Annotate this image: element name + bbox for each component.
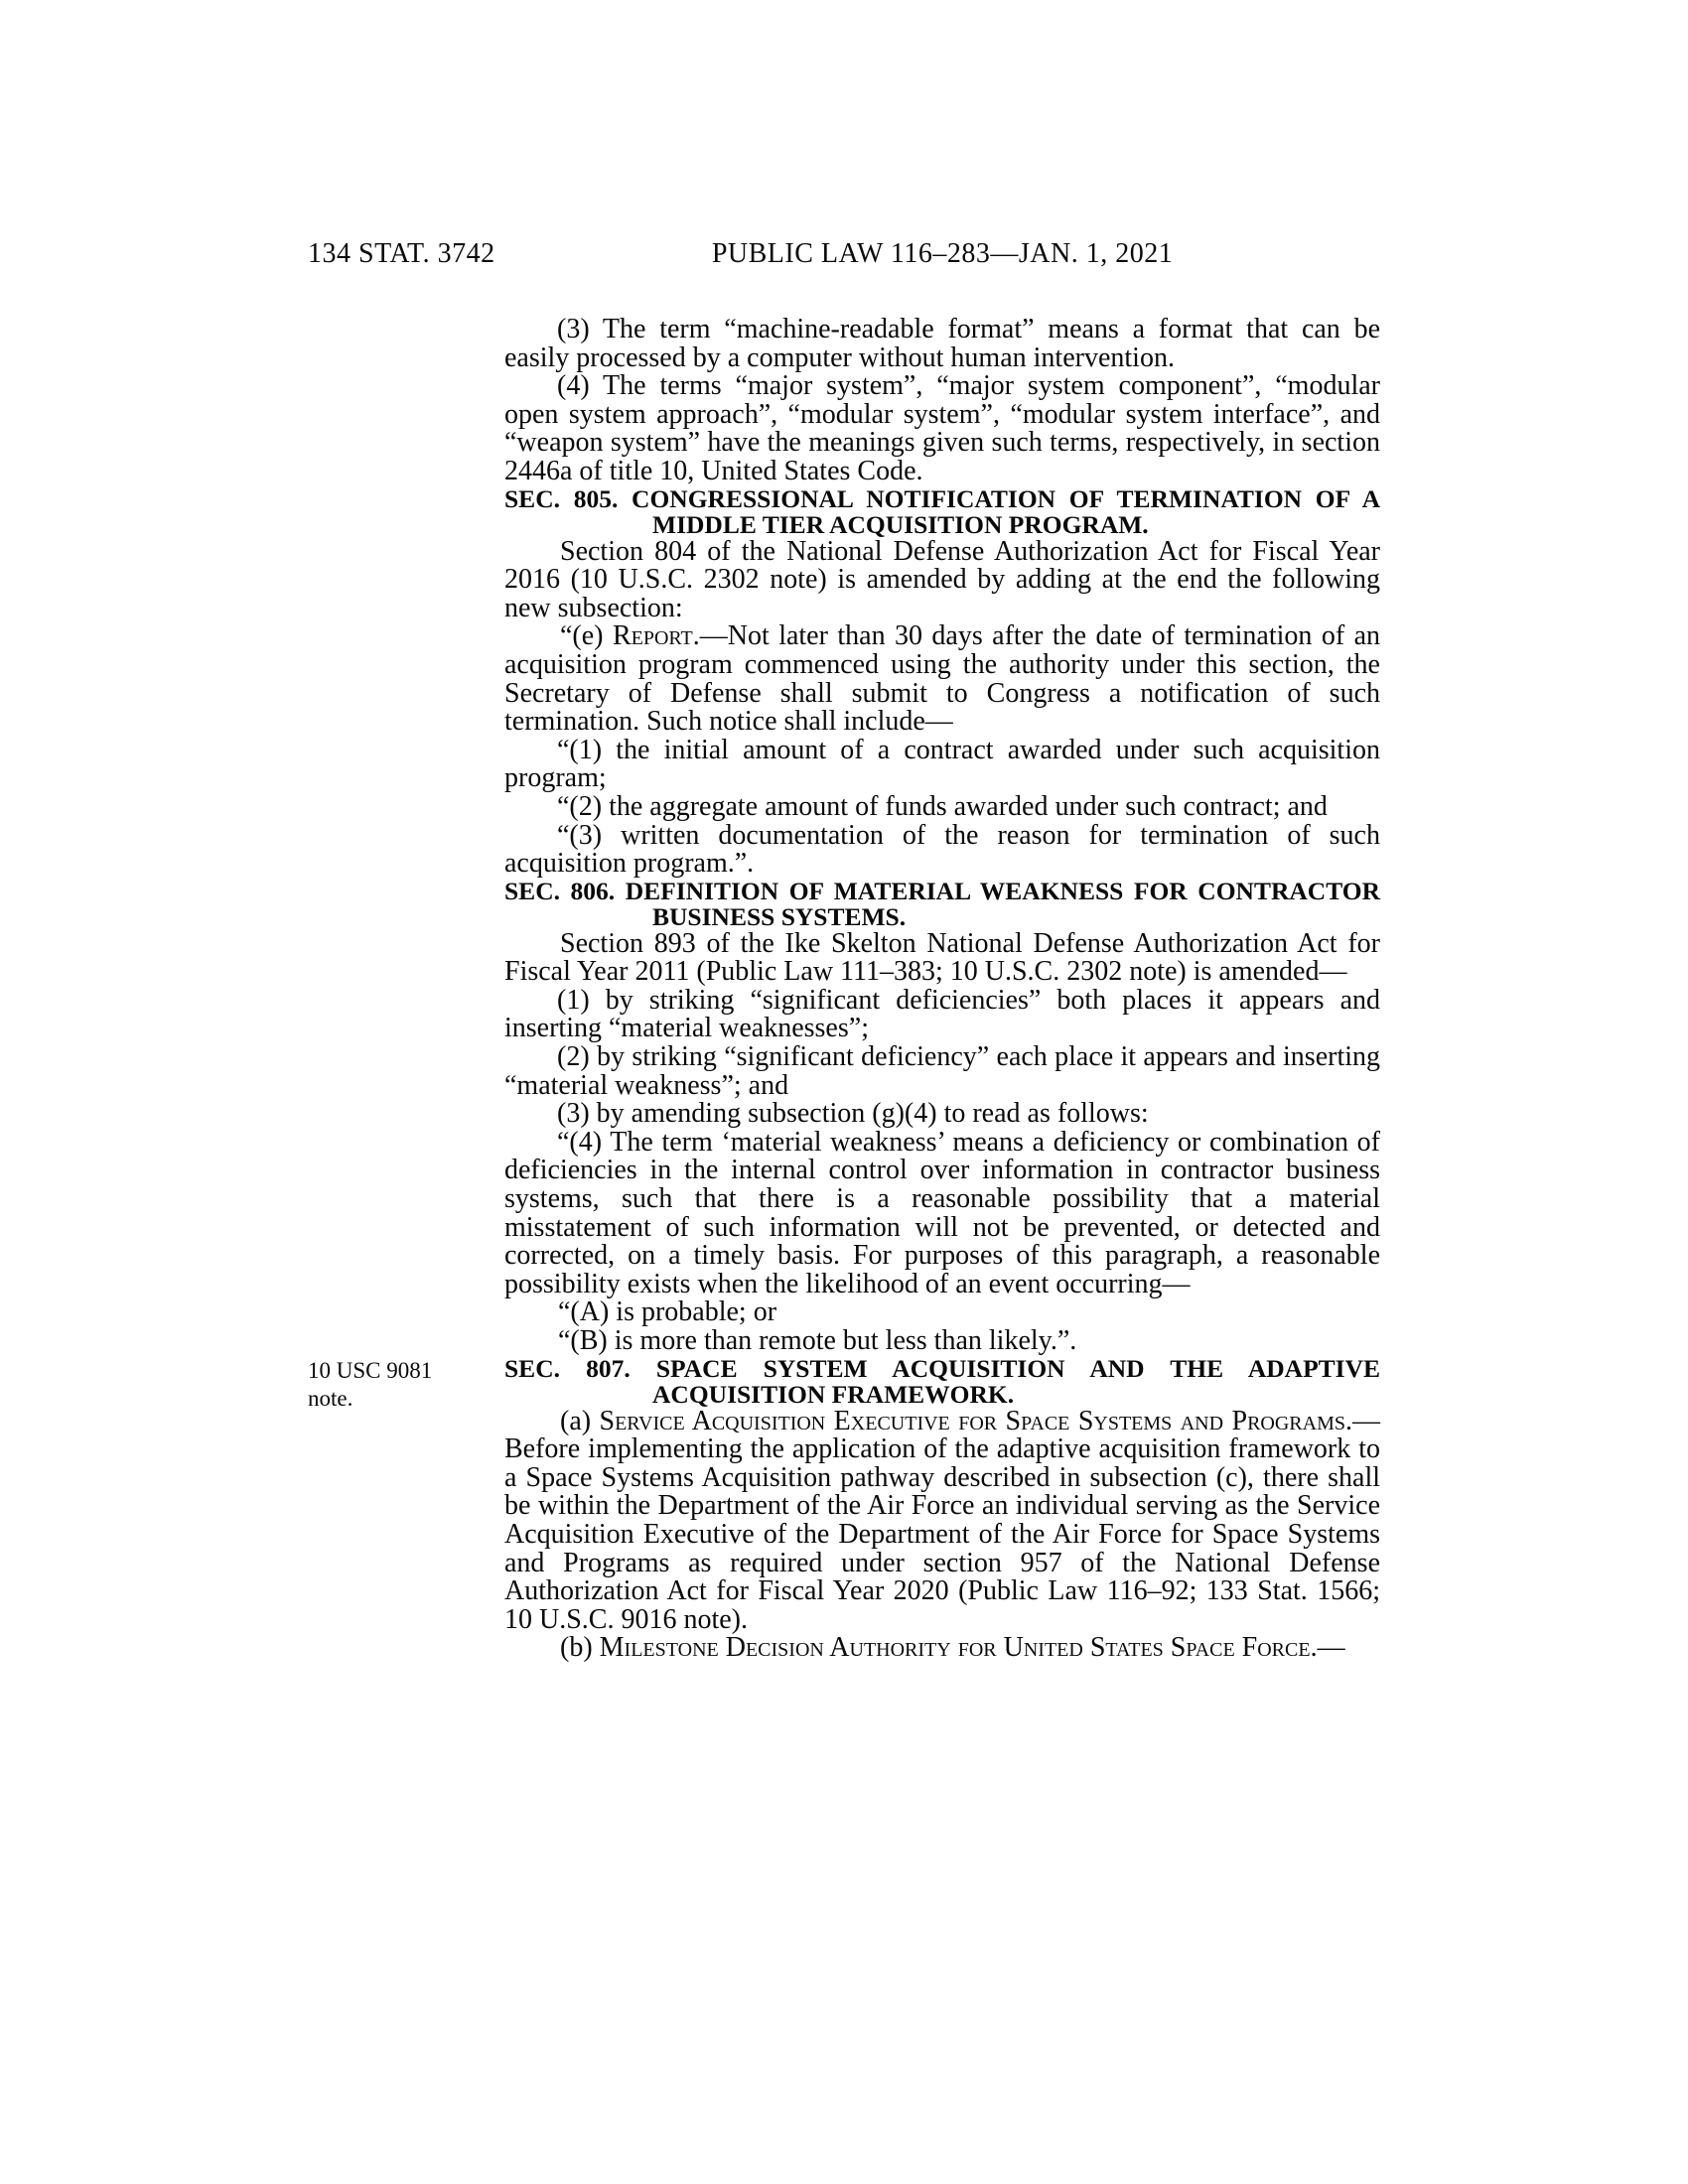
sec-805-item-1: “(1) the initial amount of a contract awarded under such acquisition program;	[504, 734, 1380, 794]
sec-806-item-3: (3) by amending subsection (g)(4) to read as follows:	[557, 1098, 1149, 1130]
sec-805-intro: Section 804 of the National Defense Authorization Act for Fiscal Year 2016 (10 U.S.C. 2302 note) is amended by adding at the end the following new subsection:	[504, 535, 1380, 623]
sec-806-intro: Section 893 of the Ike Skelton National Defense Authorization Act for Fiscal Year 2011 (Public Law 111–383; 10 U.S.C. 2302 note) is amended—	[504, 927, 1380, 988]
sec-807-subsection-b	[504, 1634, 1380, 1663]
sec-806-subparagraph-B: “(B) is more than remote but less than likely.”.	[558, 1325, 1077, 1356]
subsection-b-label: Milestone Decision Authority for United States Space Force	[599, 1632, 1311, 1664]
sec-806-item-1: (1) by striking “significant deficiencies” both places it appears and inserting “material weaknesses”;	[504, 984, 1380, 1044]
sec-807-heading	[308, 1353, 1380, 1411]
subsection-a-text: .—Before implementing the application of the adaptive acquisition framework to a Space Systems Acquisition pathway described in subsection (c), there shall be within the Department of the Air Force an individual serving as the Service Acquisition Executive of the Department of the Air Force for Space Systems and Programs as required under section 957 of the National Defense Authorization Act for Fiscal Year 2020 (Public Law 116–92; 133 Stat. 1566; 10 U.S.C. 9016 note).	[504, 1405, 1380, 1635]
subsection-b-prefix: (b)	[560, 1632, 600, 1664]
subsection-e-text: .—Not later than 30 days after the date of termination of an acquisition program commenced using the authority under this section, the Secretary of Defense shall submit to Congress a notification of such termination. Such notice shall include—	[504, 620, 1380, 738]
subsection-e-label: Report	[612, 620, 693, 652]
sec-807-subsection-a	[504, 1405, 1380, 1635]
sec-805-subsection-e	[504, 622, 1380, 736]
sec-806-subparagraph-A: “(A) is probable; or	[558, 1297, 777, 1328]
usc-margin-note: 10 USC 9081 note.	[308, 1357, 433, 1411]
subsection-b-text: .—	[1310, 1632, 1345, 1664]
sec-806-heading: SEC. 806. DEFINITION OF MATERIAL WEAKNESS FOR CONTRACTOR BUSINESS SYSTEMS.	[504, 876, 1380, 931]
sec-806-item-2: (2) by striking “significant deficiency” each place it appears and inserting “material weakness”; and	[504, 1041, 1380, 1101]
sec-807-heading-text: SEC. 807. SPACE SYSTEM ACQUISITION AND THE ADAPTIVE ACQUISITION FRAMEWORK.	[504, 1353, 1380, 1409]
subsection-a-label: Service Acquisition Executive for Space Systems and Programs	[599, 1405, 1345, 1436]
sec-805-item-3: “(3) written documentation of the reason for termination of such acquisition program.”.	[504, 819, 1380, 880]
definition-paragraph-4: (4) The terms “major system”, “major system component”, “modular open system approach”, “modular system”, “modular system interface”, and “weapon system” have the meanings given such terms, respectively, in section 2446a of title 10, United States Code.	[504, 370, 1380, 486]
stat-page-number: 134 STAT. 3742	[308, 238, 495, 269]
sec-805-heading: SEC. 805. CONGRESSIONAL NOTIFICATION OF TERMINATION OF A MIDDLE TIER ACQUISITION PROGRAM.	[504, 483, 1380, 539]
subsection-e-prefix: “(e)	[560, 620, 613, 652]
statute-text-column	[308, 314, 1380, 1664]
sec-805-item-2: “(2) the aggregate amount of funds awarded under such contract; and	[557, 790, 1328, 822]
definition-paragraph-3: (3) The term “machine-readable format” means a format that can be easily processed by a computer without human intervention.	[504, 314, 1380, 373]
subsection-a-prefix: (a)	[560, 1405, 600, 1436]
public-law-running-header: PUBLIC LAW 116–283—JAN. 1, 2021	[711, 238, 1174, 269]
sec-806-paragraph-4: “(4) The term ‘material weakness’ means a deficiency or combination of deficiencies in the internal control over information in contractor business systems, such that there is a reasonable possibility that a material misstatement of such information will not be prevented, or detected and corrected, on a timely basis. For purposes of this paragraph, a reasonable possibility exists when the likelihood of an event occurring—	[504, 1126, 1380, 1299]
